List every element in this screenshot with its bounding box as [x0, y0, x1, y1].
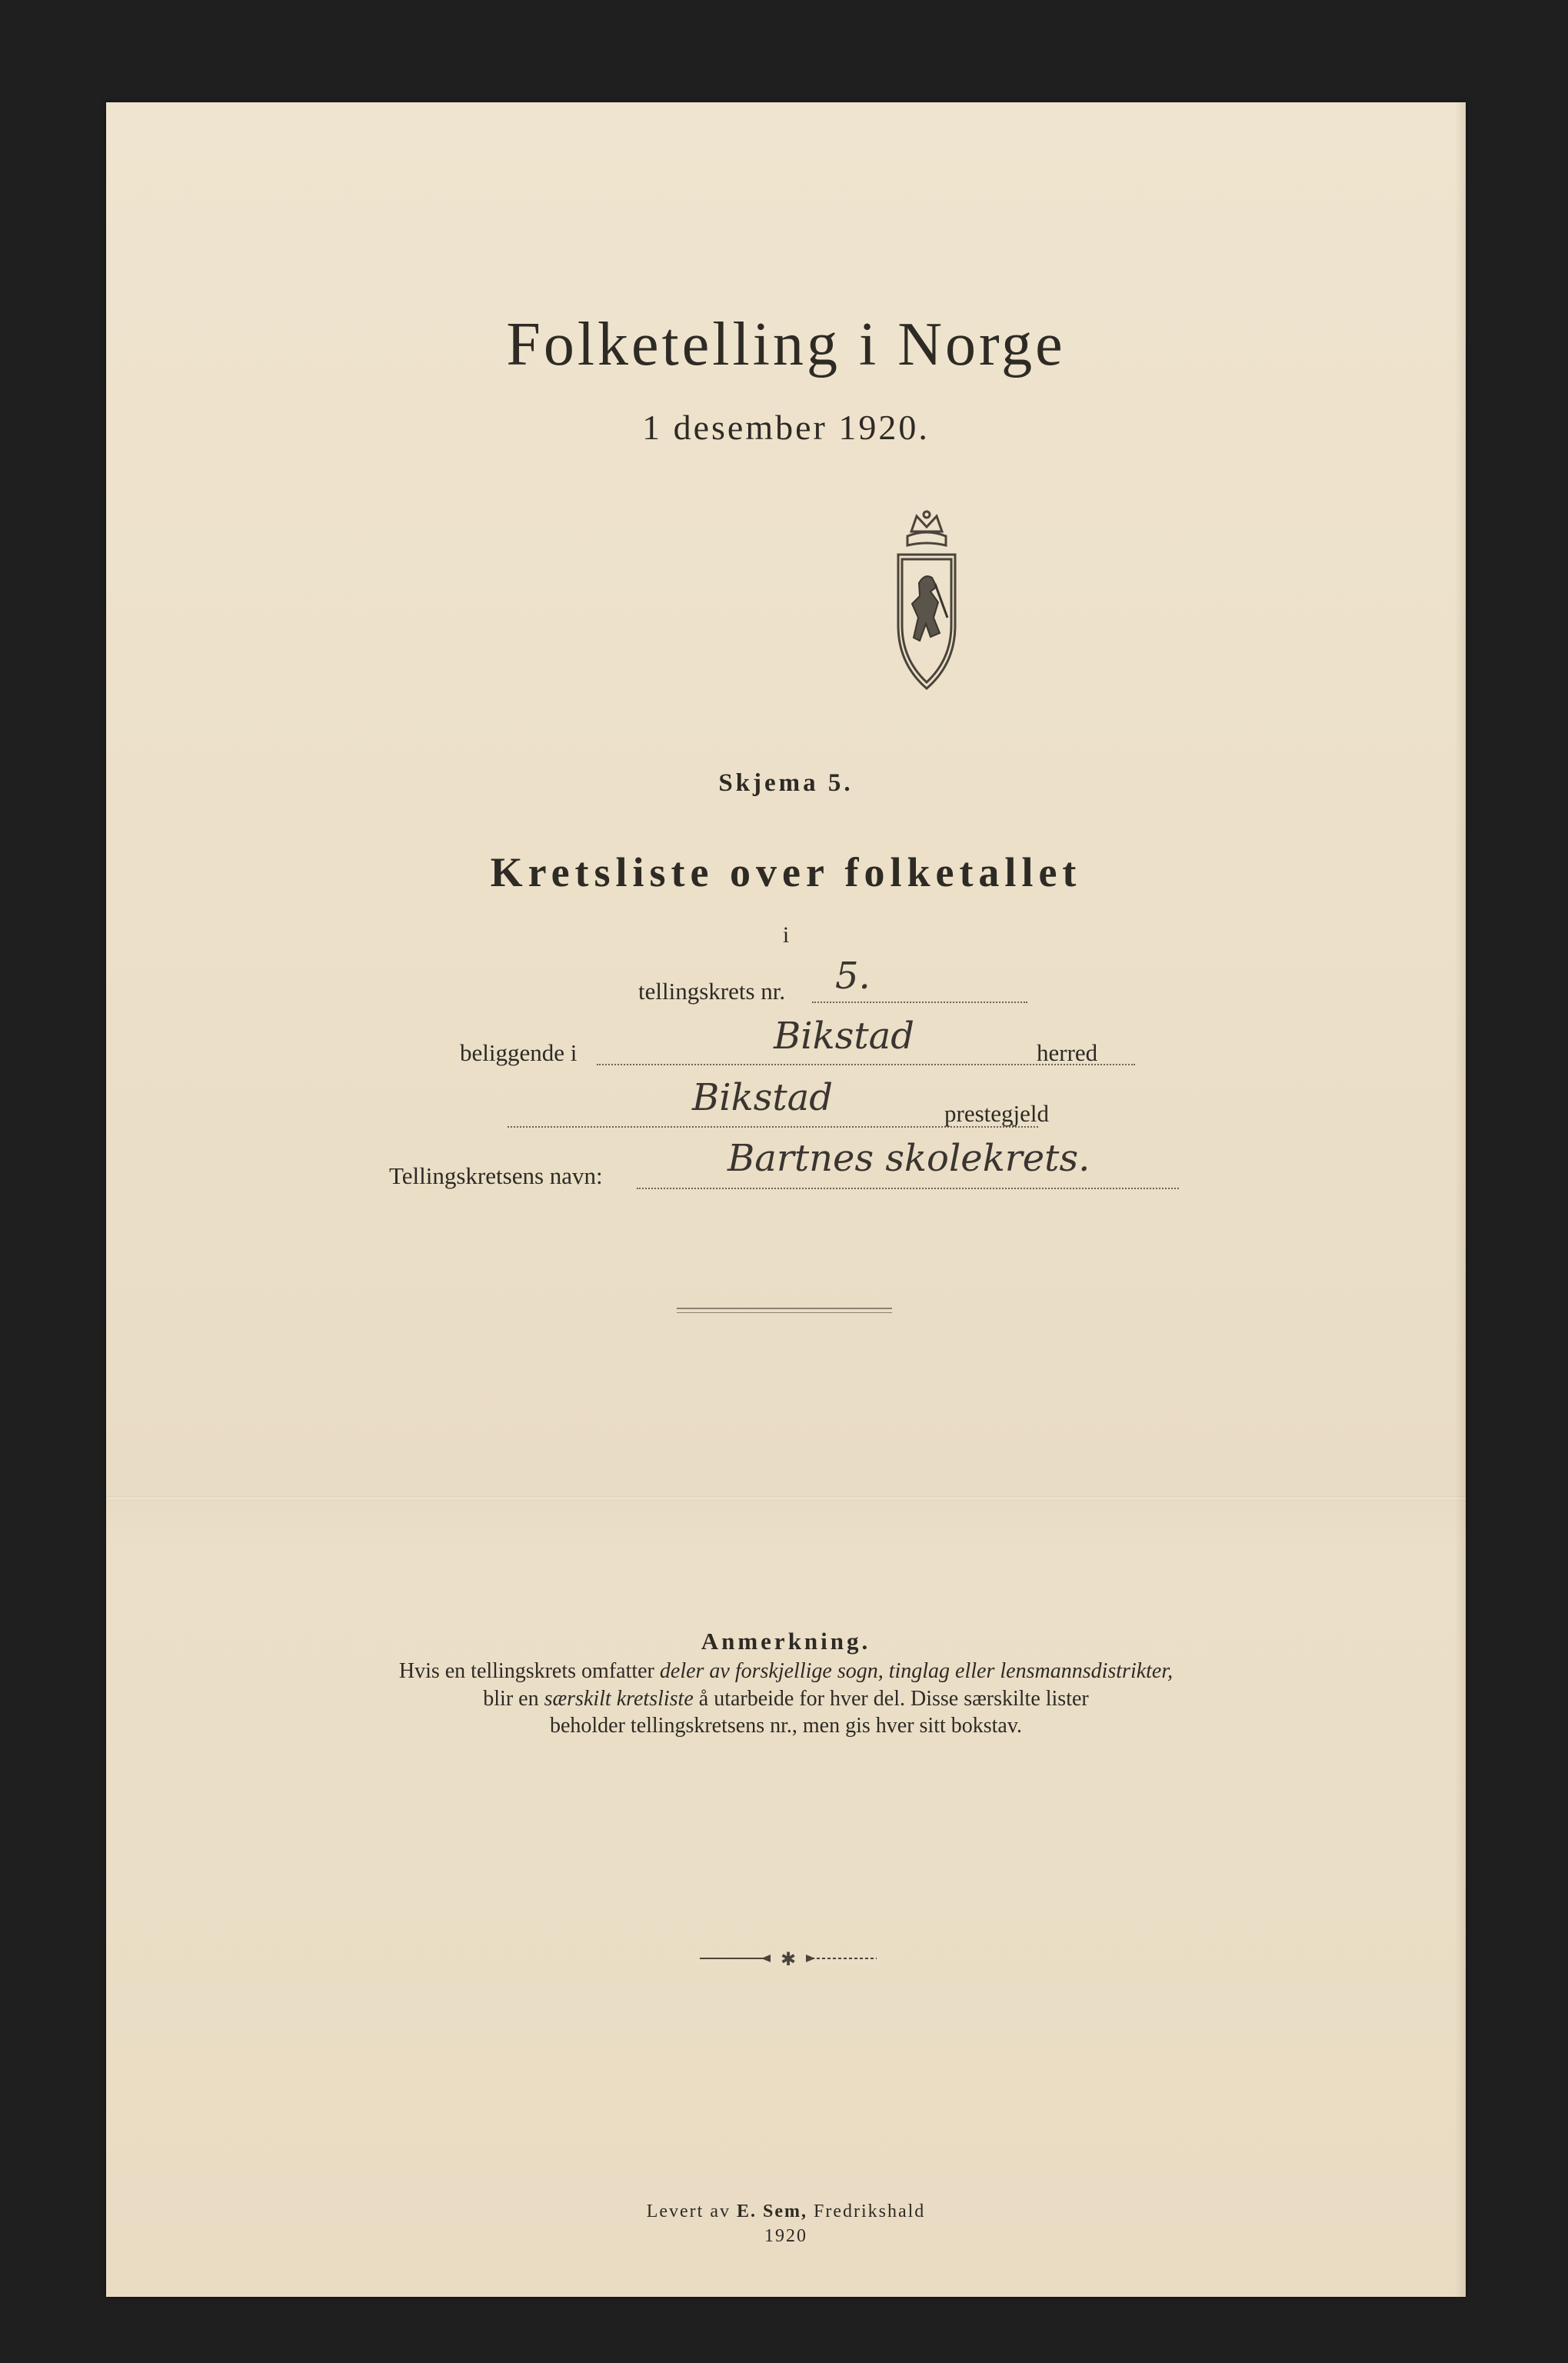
divider-ornament-icon — [700, 1947, 877, 1970]
preposition: i — [782, 922, 790, 948]
schema-label: Skjema 5. — [718, 769, 854, 797]
norwegian-coat-of-arms-icon — [877, 510, 977, 695]
note-line-1 — [106, 1659, 1466, 1684]
imprint-prefix: Levert av — [646, 2201, 737, 2221]
prestegjeld-value: Bikstad — [692, 1076, 833, 1119]
note-title: Anmerkning. — [701, 1628, 871, 1655]
note-line-3: beholder tellingskretsens nr., men gis hver sitt bokstav. — [549, 1714, 1023, 1738]
imprint-year: 1920 — [764, 2226, 807, 2246]
district-name-label: Tellingskretsens navn: — [389, 1162, 603, 1189]
district-name-value: Bartnes skolekrets. — [727, 1137, 1090, 1180]
herred-label: herred — [1037, 1039, 1098, 1066]
census-form-page — [106, 102, 1466, 2297]
note-line-2-text-a: blir en — [483, 1687, 544, 1711]
prestegjeld-label: prestegjeld — [944, 1100, 1050, 1127]
district-name-line — [637, 1188, 1179, 1189]
imprint-printer: E. Sem, — [736, 2201, 807, 2221]
district-number-line — [812, 1002, 1027, 1003]
svg-text:✱: ✱ — [780, 1948, 797, 1970]
note-line-1-text: Hvis en tellingskrets omfatter — [398, 1659, 660, 1683]
printer-imprint — [106, 2201, 1466, 2222]
note-line-2-italic: særskilt kretsliste — [544, 1687, 694, 1711]
district-number-label: tellingskrets nr. — [638, 978, 786, 1005]
district-number-value: 5. — [835, 955, 871, 998]
note-line-2-text-b: å utarbeide for hver del. Disse særskilte lister — [693, 1687, 1089, 1711]
note-line-2 — [106, 1687, 1466, 1711]
page-title: Folketelling i Norge — [506, 311, 1066, 378]
note-line-1-italic: deler av forskjellige sogn, tinglag eller lensmannsdistrikter, — [659, 1659, 1174, 1683]
herred-value: Bikstad — [774, 1015, 914, 1058]
form-title: Kretsliste over folketallet — [490, 849, 1082, 895]
located-in-label: beliggende i — [460, 1039, 578, 1066]
section-divider — [677, 1308, 892, 1313]
paper-fold — [106, 1496, 1466, 1501]
imprint-place: Fredrikshald — [807, 2201, 926, 2221]
page-subtitle: 1 desember 1920. — [642, 408, 930, 447]
